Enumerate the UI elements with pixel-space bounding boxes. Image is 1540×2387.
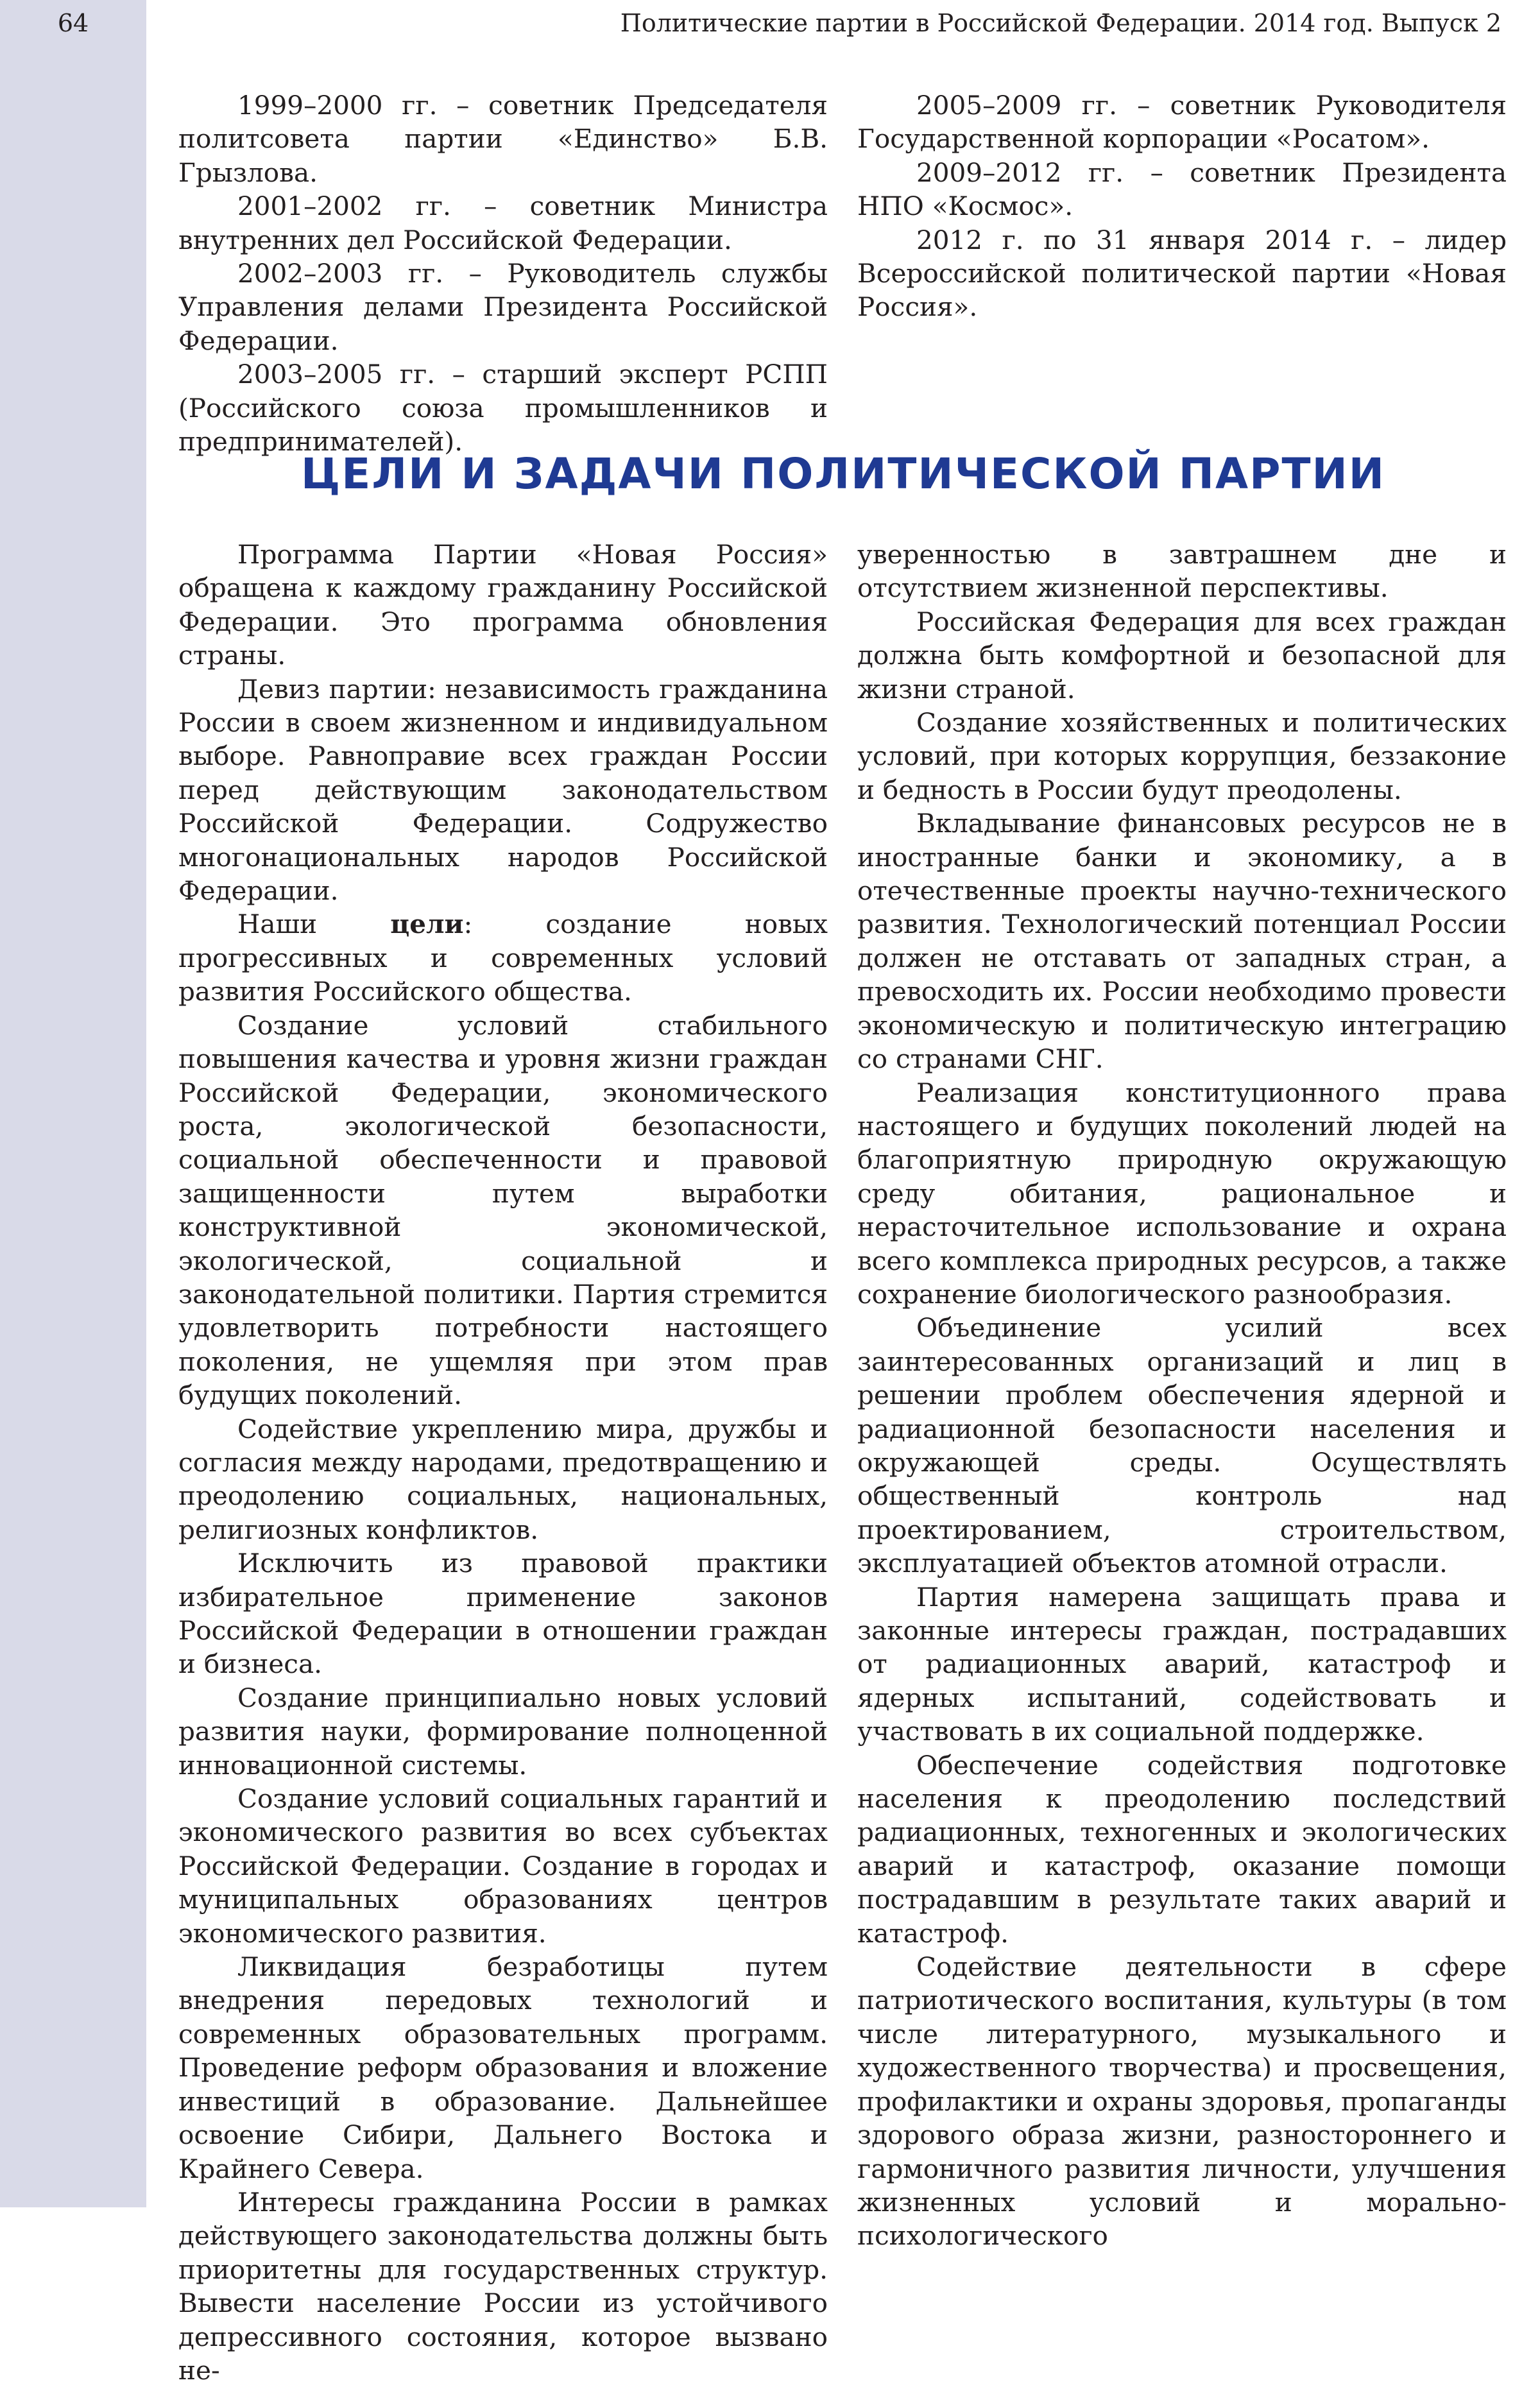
biography-right-column bbox=[857, 89, 1507, 324]
body-right-column bbox=[857, 538, 1507, 2253]
bio-entry: 2012 г. по 31 января 2014 г. – лидер Всероссийской политической партии «Новая Россия». bbox=[857, 224, 1507, 323]
body-left-column bbox=[178, 538, 828, 2387]
goals-suffix: : создание новых прогрессивных и современных условий развития Российского общества. bbox=[178, 909, 828, 1007]
page-margin-band bbox=[0, 0, 146, 2207]
body-paragraph: Партия намерена защищать права и законные интересы граждан, пострадавших от радиационных аварий, катастроф и ядерных испытаний, содействовать и участвовать в их социальной поддержке. bbox=[857, 1581, 1507, 1747]
body-paragraph: Создание условий социальных гарантий и экономического развития во всех субъектах Российской Федерации. Создание в городах и муниципальных образованиях центров экономического развития. bbox=[178, 1783, 828, 1949]
body-paragraph-continuation: уверенностью в завтрашнем дне и отсутствием жизненной перспективы. bbox=[857, 539, 1507, 604]
body-paragraph: Российская Федерация для всех граждан должна быть комфортной и безопасной для жизни страной. bbox=[857, 606, 1507, 705]
body-paragraph: Обеспечение содействия подготовке населения к преодолению последствий радиационных, техногенных и экологических аварий и катастроф, оказание помощи пострадавшим в результате таких аварий и катастроф. bbox=[857, 1749, 1507, 1949]
body-paragraph: Содействие укреплению мира, дружбы и согласия между народами, предотвращению и преодолению социальных, национальных, религиозных конфликтов. bbox=[178, 1413, 828, 1545]
bio-entry: 2001–2002 гг. – советник Министра внутренних дел Российской Федерации. bbox=[178, 191, 828, 255]
body-paragraph: Реализация конституционного права настоящего и будущих поколений людей на благоприятную природную окружающую среду обитания, рациональное и нерасточительное использование и охрана всего комплекса природных ресурсов, а также сохранение биологического разнообразия. bbox=[857, 1077, 1507, 1310]
section-heading: ЦЕЛИ И ЗАДАЧИ ПОЛИТИЧЕСКОЙ ПАРТИИ bbox=[301, 449, 1385, 499]
body-paragraph: Вкладывание финансовых ресурсов не в иностранные банки и экономику, а в отечественные проекты научно-технического развития. Технологический потенциал России должен не отставать от западных стран, а превосходить их. России необходимо провести экономическую и политическую интеграцию со странами СНГ. bbox=[857, 808, 1507, 1075]
body-paragraph-goals bbox=[178, 907, 828, 1008]
body-paragraph: Девиз партии: независимость гражданина России в своем жизненном и индивидуальном выборе. Равноправие всех граждан России перед действующим законодательством Российской Федерации. Содружество многонациональных народов Российской Федерации. bbox=[178, 673, 828, 907]
body-paragraph: Программа Партии «Новая Россия» обращена к каждому гражданину Российской Федерации. Это программа обновления страны. bbox=[178, 539, 828, 671]
biography-left-column bbox=[178, 89, 828, 458]
body-paragraph: Исключить из правовой практики избирательное применение законов Российской Федерации в отношении граждан и бизнеса. bbox=[178, 1548, 828, 1680]
bio-entry: 2005–2009 гг. – советник Руководителя Государственной корпорации «Росатом». bbox=[857, 90, 1507, 155]
goals-keyword: цели bbox=[390, 909, 464, 940]
goals-prefix: Наши bbox=[237, 909, 391, 940]
bio-entry: 1999–2000 гг. – советник Председателя политсовета партии «Единство» Б.В. Грызлова. bbox=[178, 90, 828, 188]
running-header: Политические партии в Российской Федерации. 2014 год. Выпуск 2 bbox=[620, 9, 1502, 37]
body-paragraph: Интересы гражданина России в рамках действующего законодательства должны быть приоритетны для государственных структур. Вывести население России из устойчивого депрессивного состояния, которое вызвано не- bbox=[178, 2186, 828, 2386]
bio-entry: 2002–2003 гг. – Руководитель службы Управления делами Президента Российской Федерации. bbox=[178, 258, 828, 356]
body-paragraph: Объединение усилий всех заинтересованных организаций и лиц в решении проблем обеспечения ядерной и радиационной безопасности населения и окружающей среды. Осуществлять общественный контроль над проектированием, строительством, эксплуатацией объектов атомной отрасли. bbox=[857, 1312, 1507, 1579]
bio-entry: 2003–2005 гг. – старший эксперт РСПП (Российского союза промышленников и предпринимателей). bbox=[178, 359, 828, 458]
body-paragraph: Ликвидация безработицы путем внедрения передовых технологий и современных образовательных программ. Проведение реформ образования и вложение инвестиций в образование. Дальнейшее освоение Сибири, Дальнего Востока и Крайнего Севера. bbox=[178, 1951, 828, 2184]
page-number: 64 bbox=[57, 9, 89, 37]
bio-entry: 2009–2012 гг. – советник Президента НПО «Космос». bbox=[857, 157, 1507, 222]
body-paragraph: Создание принципиально новых условий развития науки, формирование полноценной инновационной системы. bbox=[178, 1682, 828, 1781]
body-paragraph: Создание условий стабильного повышения качества и уровня жизни граждан Российской Федерации, экономического роста, экологической безопасности, социальной обеспеченности и правовой защищенности путем выработки конструктивной экономической, экологической, социальной и законодательной политики. Партия стремится удовлетворить потребности настоящего поколения, не ущемляя при этом прав будущих поколений. bbox=[178, 1009, 828, 1411]
body-paragraph: Содействие деятельности в сфере патриотического воспитания, культуры (в том числе литературного, музыкального и художественного творчества) и просвещения, профилактики и охраны здоровья, пропаганды здорового образа жизни, разностороннего и гармоничного развития личности, улучшения жизненных условий и морально-психологического bbox=[857, 1951, 1507, 2252]
body-paragraph: Создание хозяйственных и политических условий, при которых коррупция, беззаконие и бедность в России будут преодолены. bbox=[857, 707, 1507, 805]
